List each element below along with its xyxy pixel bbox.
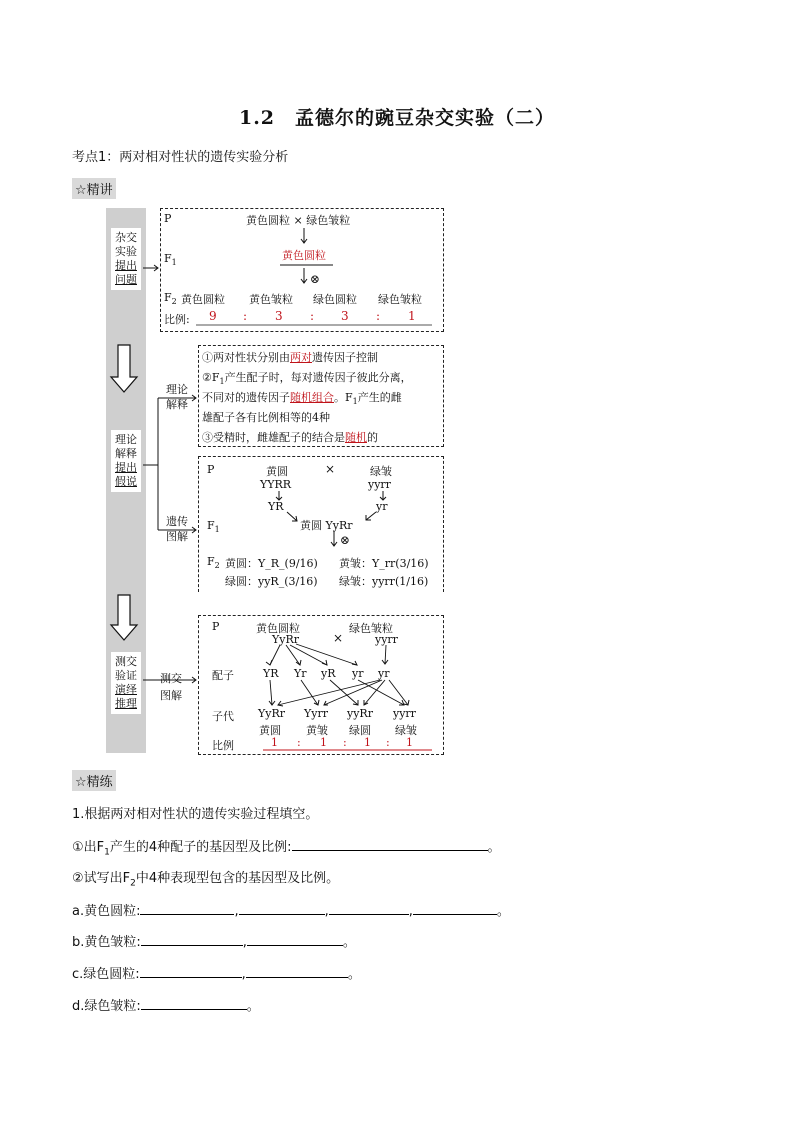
sub: 1 bbox=[104, 847, 110, 858]
p-label: P bbox=[212, 620, 220, 633]
text: 。 bbox=[347, 967, 361, 982]
parent-geno: YYRR bbox=[260, 478, 292, 491]
answer-row-a bbox=[72, 900, 510, 919]
sub: 1 bbox=[214, 525, 220, 535]
f2-result: 黄圆：Y_R_(9/16) bbox=[225, 557, 318, 570]
stack-text: 提出 bbox=[115, 259, 137, 272]
stack-text: 实验 bbox=[115, 245, 137, 258]
answer-text: 随机组合 bbox=[290, 391, 334, 404]
ratio-value: 3 bbox=[275, 309, 283, 323]
text: 。F bbox=[334, 391, 353, 404]
label-text: 遗传 bbox=[166, 515, 188, 528]
f1-text: F bbox=[164, 252, 172, 265]
ratio-value: 1 bbox=[364, 736, 371, 749]
ratio-label: 比例 bbox=[212, 739, 234, 752]
cross-symbol: × bbox=[333, 631, 344, 645]
parent-pheno: 绿色皱粒 bbox=[349, 622, 393, 635]
ratio-colon: : bbox=[386, 736, 390, 749]
stack-text: 解释 bbox=[115, 447, 137, 460]
selfing-symbol: ⊗ bbox=[310, 272, 321, 286]
stack-text: 杂交 bbox=[115, 231, 137, 244]
gamete: yr bbox=[352, 667, 364, 680]
label-text: 测交 bbox=[160, 672, 182, 685]
sub: 1 bbox=[352, 397, 358, 407]
gamete: yr bbox=[378, 667, 390, 680]
gamete: yR bbox=[321, 667, 336, 680]
parent-geno: YyRr bbox=[272, 633, 300, 646]
answer-row-c bbox=[72, 963, 361, 982]
offspring-pheno: 绿圆 bbox=[349, 724, 371, 737]
text: a.黄色圆粒: bbox=[72, 904, 141, 919]
text: ③受精时，雌雄配子的结合是 bbox=[202, 431, 345, 444]
answer-blank[interactable] bbox=[246, 965, 348, 978]
f2-result: 黄皱：Y_rr(3/16) bbox=[339, 557, 429, 570]
ratio-value: 1 bbox=[408, 309, 416, 323]
p-label: P bbox=[164, 212, 172, 225]
parent-cross: 黄色圆粒 × 绿色皱粒 bbox=[246, 214, 351, 227]
answer-text: 两对 bbox=[290, 351, 312, 364]
offspring-pheno: 绿皱 bbox=[395, 724, 417, 737]
text: 产生的雌 bbox=[357, 391, 402, 404]
label-text: 理论 bbox=[166, 383, 188, 396]
parent-pheno: 绿皱 bbox=[370, 465, 392, 478]
gamete: YR bbox=[268, 500, 284, 513]
section-jingjiang: ☆精讲 bbox=[72, 178, 116, 199]
ratio-label: 比例: bbox=[164, 313, 190, 326]
ratio-value: 1 bbox=[406, 736, 413, 749]
offspring-geno: yyrr bbox=[393, 707, 416, 720]
section-jinglian: ☆精练 bbox=[72, 770, 116, 791]
gamete: yr bbox=[376, 500, 388, 513]
answer-blank[interactable] bbox=[239, 902, 325, 915]
label-text: 解释 bbox=[166, 398, 188, 411]
ratio-value: 9 bbox=[209, 309, 217, 323]
text: , bbox=[408, 904, 413, 919]
text: , bbox=[234, 904, 239, 919]
p-label: P bbox=[207, 463, 215, 476]
selfing-symbol: ⊗ bbox=[340, 533, 351, 547]
cross-symbol: × bbox=[325, 462, 336, 476]
label-text: 图解 bbox=[160, 689, 182, 702]
f2-phenotype: 黄色皱粒 bbox=[249, 293, 293, 306]
text: 遗传因子控制 bbox=[312, 351, 378, 364]
text: ①两对性状分别由 bbox=[202, 351, 290, 364]
text: ②试写出F bbox=[72, 871, 131, 886]
answer-blank[interactable] bbox=[140, 902, 234, 915]
text: c.绿色圆粒: bbox=[72, 967, 140, 982]
answer-blank[interactable] bbox=[247, 933, 343, 946]
text: 不同对的遗传因子 bbox=[202, 391, 290, 404]
answer-row-b bbox=[72, 931, 356, 950]
f1-sub: 1 bbox=[171, 258, 177, 268]
sub: 2 bbox=[214, 561, 220, 571]
gamete: Yr bbox=[294, 667, 307, 680]
offspring-pheno: 黄皱 bbox=[306, 724, 328, 737]
stack-text: 推理 bbox=[115, 697, 137, 710]
text: ①出F bbox=[72, 840, 105, 855]
parent-geno: yyrr bbox=[375, 633, 398, 646]
text: d.绿色皱粒: bbox=[72, 999, 141, 1014]
text: 产生的4种配子的基因型及比例: bbox=[109, 840, 292, 855]
offspring-geno: YyRr bbox=[258, 707, 286, 720]
text: b.黄色皱粒: bbox=[72, 935, 141, 950]
parent-pheno: 黄圆 bbox=[266, 465, 288, 478]
f2-phenotype: 黄色圆粒 bbox=[181, 293, 225, 306]
stack-text: 验证 bbox=[115, 669, 137, 682]
parent-pheno: 黄色圆粒 bbox=[256, 622, 300, 635]
ratio-value: 1 bbox=[271, 736, 278, 749]
ratio-colon: : bbox=[310, 309, 315, 323]
offspring-geno: Yyrr bbox=[304, 707, 328, 720]
text: 产生配子时，每对遗传因子彼此分离， bbox=[224, 371, 412, 384]
answer-blank[interactable] bbox=[140, 965, 242, 978]
f2-phenotype: 绿色圆粒 bbox=[313, 293, 357, 306]
stack-text: 测交 bbox=[115, 655, 137, 668]
text: 。 bbox=[246, 999, 260, 1014]
stack-text: 假说 bbox=[115, 475, 137, 488]
ratio-value: 3 bbox=[341, 309, 349, 323]
stack-text: 演绎 bbox=[115, 683, 137, 696]
text: ②F bbox=[202, 371, 220, 384]
sub: 2 bbox=[130, 878, 136, 889]
text: , bbox=[242, 935, 247, 950]
f2-result: 绿圆：yyR_(3/16) bbox=[225, 575, 318, 588]
answer-blank[interactable] bbox=[329, 902, 409, 915]
stack-text: 理论 bbox=[115, 433, 137, 446]
text: 中4种表现型包含的基因型及比例。 bbox=[135, 871, 340, 886]
stack-text: 提出 bbox=[115, 461, 137, 474]
gamete-label: 配子 bbox=[212, 669, 234, 682]
ratio-value: 1 bbox=[320, 736, 327, 749]
answer-row-d bbox=[72, 995, 260, 1014]
gamete: YR bbox=[263, 667, 279, 680]
page-title: 1.2 孟德尔的豌豆杂交实验（二） bbox=[238, 107, 556, 129]
f2-sub: 2 bbox=[171, 297, 177, 307]
theory-line-4: 雄配子各有比例相等的4种 bbox=[202, 411, 330, 424]
text: 的 bbox=[367, 431, 378, 444]
question-1a bbox=[72, 836, 501, 858]
label-text: 图解 bbox=[166, 530, 188, 543]
answer-blank[interactable] bbox=[413, 902, 497, 915]
text: 。 bbox=[496, 904, 510, 919]
f2-text: F bbox=[207, 555, 215, 568]
f1-text: F bbox=[207, 519, 215, 532]
topic-heading: 考点1：两对相对性状的遗传实验分析 bbox=[72, 150, 289, 165]
f1-phenotype: 黄色圆粒 bbox=[282, 249, 326, 262]
ratio-colon: : bbox=[376, 309, 381, 323]
text: 。 bbox=[342, 935, 356, 950]
f2-phenotype: 绿色皱粒 bbox=[378, 293, 422, 306]
offspring-geno: yyRr bbox=[347, 707, 373, 720]
parent-geno: yyrr bbox=[368, 478, 391, 491]
answer-text: 随机 bbox=[345, 431, 367, 444]
answer-blank[interactable] bbox=[141, 997, 247, 1010]
f2-result: 绿皱：yyrr(1/16) bbox=[339, 575, 429, 588]
text: 。 bbox=[487, 840, 501, 855]
f1-genotype: 黄圆 YyRr bbox=[300, 519, 353, 532]
offspring-pheno: 黄圆 bbox=[259, 724, 281, 737]
question-1b bbox=[72, 867, 339, 889]
ratio-colon: : bbox=[343, 736, 347, 749]
stack-text: 问题 bbox=[115, 273, 137, 286]
text: , bbox=[241, 967, 246, 982]
ratio-colon: : bbox=[243, 309, 248, 323]
sub: 1 bbox=[219, 377, 225, 387]
answer-blank[interactable] bbox=[292, 838, 488, 851]
offspring-label: 子代 bbox=[212, 710, 234, 723]
ratio-colon: : bbox=[297, 736, 301, 749]
answer-blank[interactable] bbox=[141, 933, 243, 946]
f2-text: F bbox=[164, 291, 172, 304]
text: , bbox=[324, 904, 329, 919]
question-1: 1.根据两对相对性状的遗传实验过程填空。 bbox=[72, 807, 319, 822]
